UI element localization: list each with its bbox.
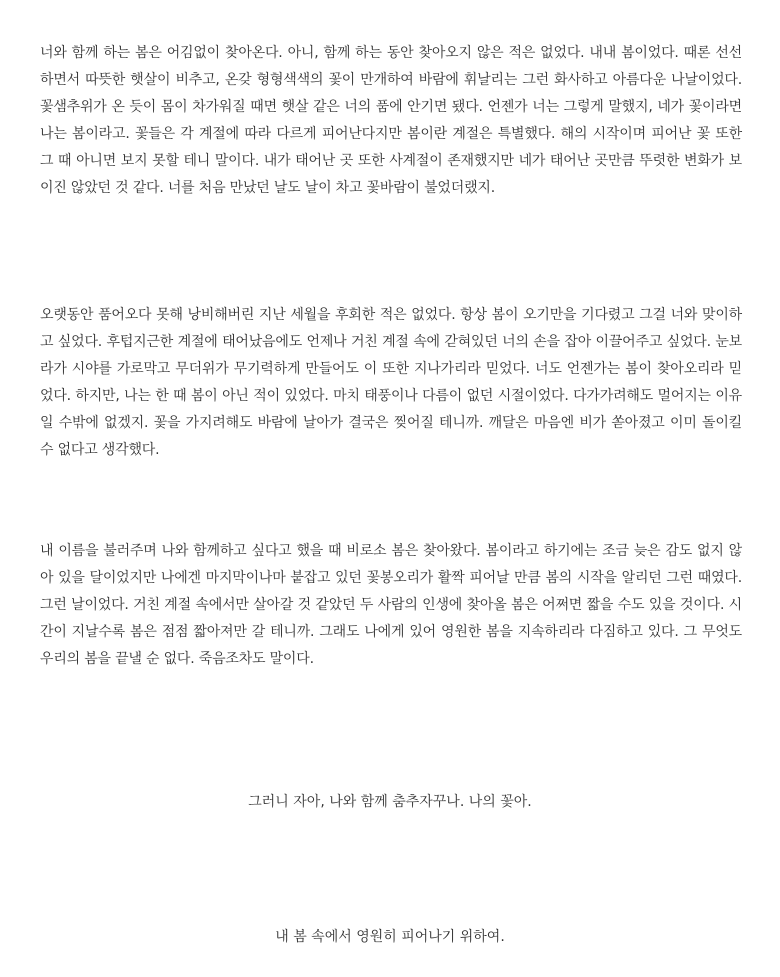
closing-line-2: 내 봄 속에서 영원히 피어나기 위하여. [275,929,505,945]
body-paragraph-3: 내 이름을 불러주며 나와 함께하고 싶다고 했을 때 비로소 봄은 찾아왔다. 봄이라고 하기에는 조금 늦은 감도 없지 않아 있을 달이었지만 나에겐 마지막이나마 붙잡고 있던 꽃봉오리가 활짝 피어날 만큼 봄의 시작을 알리던 그런 때였다. 그런 날이었다. 거친 계절 속에서만 살아갈 것 같았던 두 사람의 인생에 찾아올 봄은 어쩌면 짧을 수도 있을 것이다. 시간이 지날수록 봄은 점점 짧아져만 갈 테니까. 그래도 나에게 있어 영원한 봄을 지속하리라 다짐하고 있다. 그 무엇도 우리의 봄을 끝낼 순 없다. 죽음조차도 말이다. [40,543,742,667]
body-paragraph-2: 오랫동안 품어오다 못해 낭비해버린 지난 세월을 후회한 적은 없었다. 항상 봄이 오기만을 기다렸고 그걸 너와 맞이하고 싶었다. 후텁지근한 계절에 태어났음에도 언제나 거친 계절 속에 갇혀있던 너의 손을 잡아 이끌어주고 싶었다. 눈보라가 시야를 가로막고 무더위가 무기력하게 만들어도 이 또한 지나가리라 믿었다. 너도 언젠가는 봄이 찾아오리라 믿었다. 하지만, 나는 한 때 봄이 아닌 적이 있었다. 마치 태풍이나 다름이 없던 시절이었다. 다가가려해도 멀어지는 이유일 수밖에 없겠지. 꽃을 가지려해도 바람에 날아가 결국은 찢어질 테니까. 깨달은 마음엔 비가 쏟아졌고 이미 돌이킬 수 없다고 생각했다. [40,307,742,458]
closing-line-1: 그러니 자아, 나와 함께 춤추자꾸나. 나의 꽃아. [248,794,532,810]
body-paragraph-1: 너와 함께 하는 봄은 어김없이 찾아온다. 아니, 함께 하는 동안 찾아오지 않은 적은 없었다. 내내 봄이었다. 때론 선선하면서 따뜻한 햇살이 비추고, 온갖 형형색색의 꽃이 만개하여 바람에 휘날리는 그런 화사하고 아름다운 나날이었다. 꽃샘추위가 온 듯이 몸이 차가워질 때면 햇살 같은 너의 품에 안기면 됐다. 언젠가 너는 그렇게 말했지, 네가 꽃이라면 나는 봄이라고. 꽃들은 각 계절에 따라 다르게 피어난다지만 봄이란 계절은 특별했다. 해의 시작이며 피어난 꽃 또한 그 때 아니면 보지 못할 테니 말이다. 내가 태어난 곳 또한 사계절이 존재했지만 네가 태어난 곳만큼 뚜렷한 변화가 보이진 않았던 것 같다. 너를 처음 만났던 날도 날이 차고 꽃바람이 불었더랬지. [40,45,742,196]
